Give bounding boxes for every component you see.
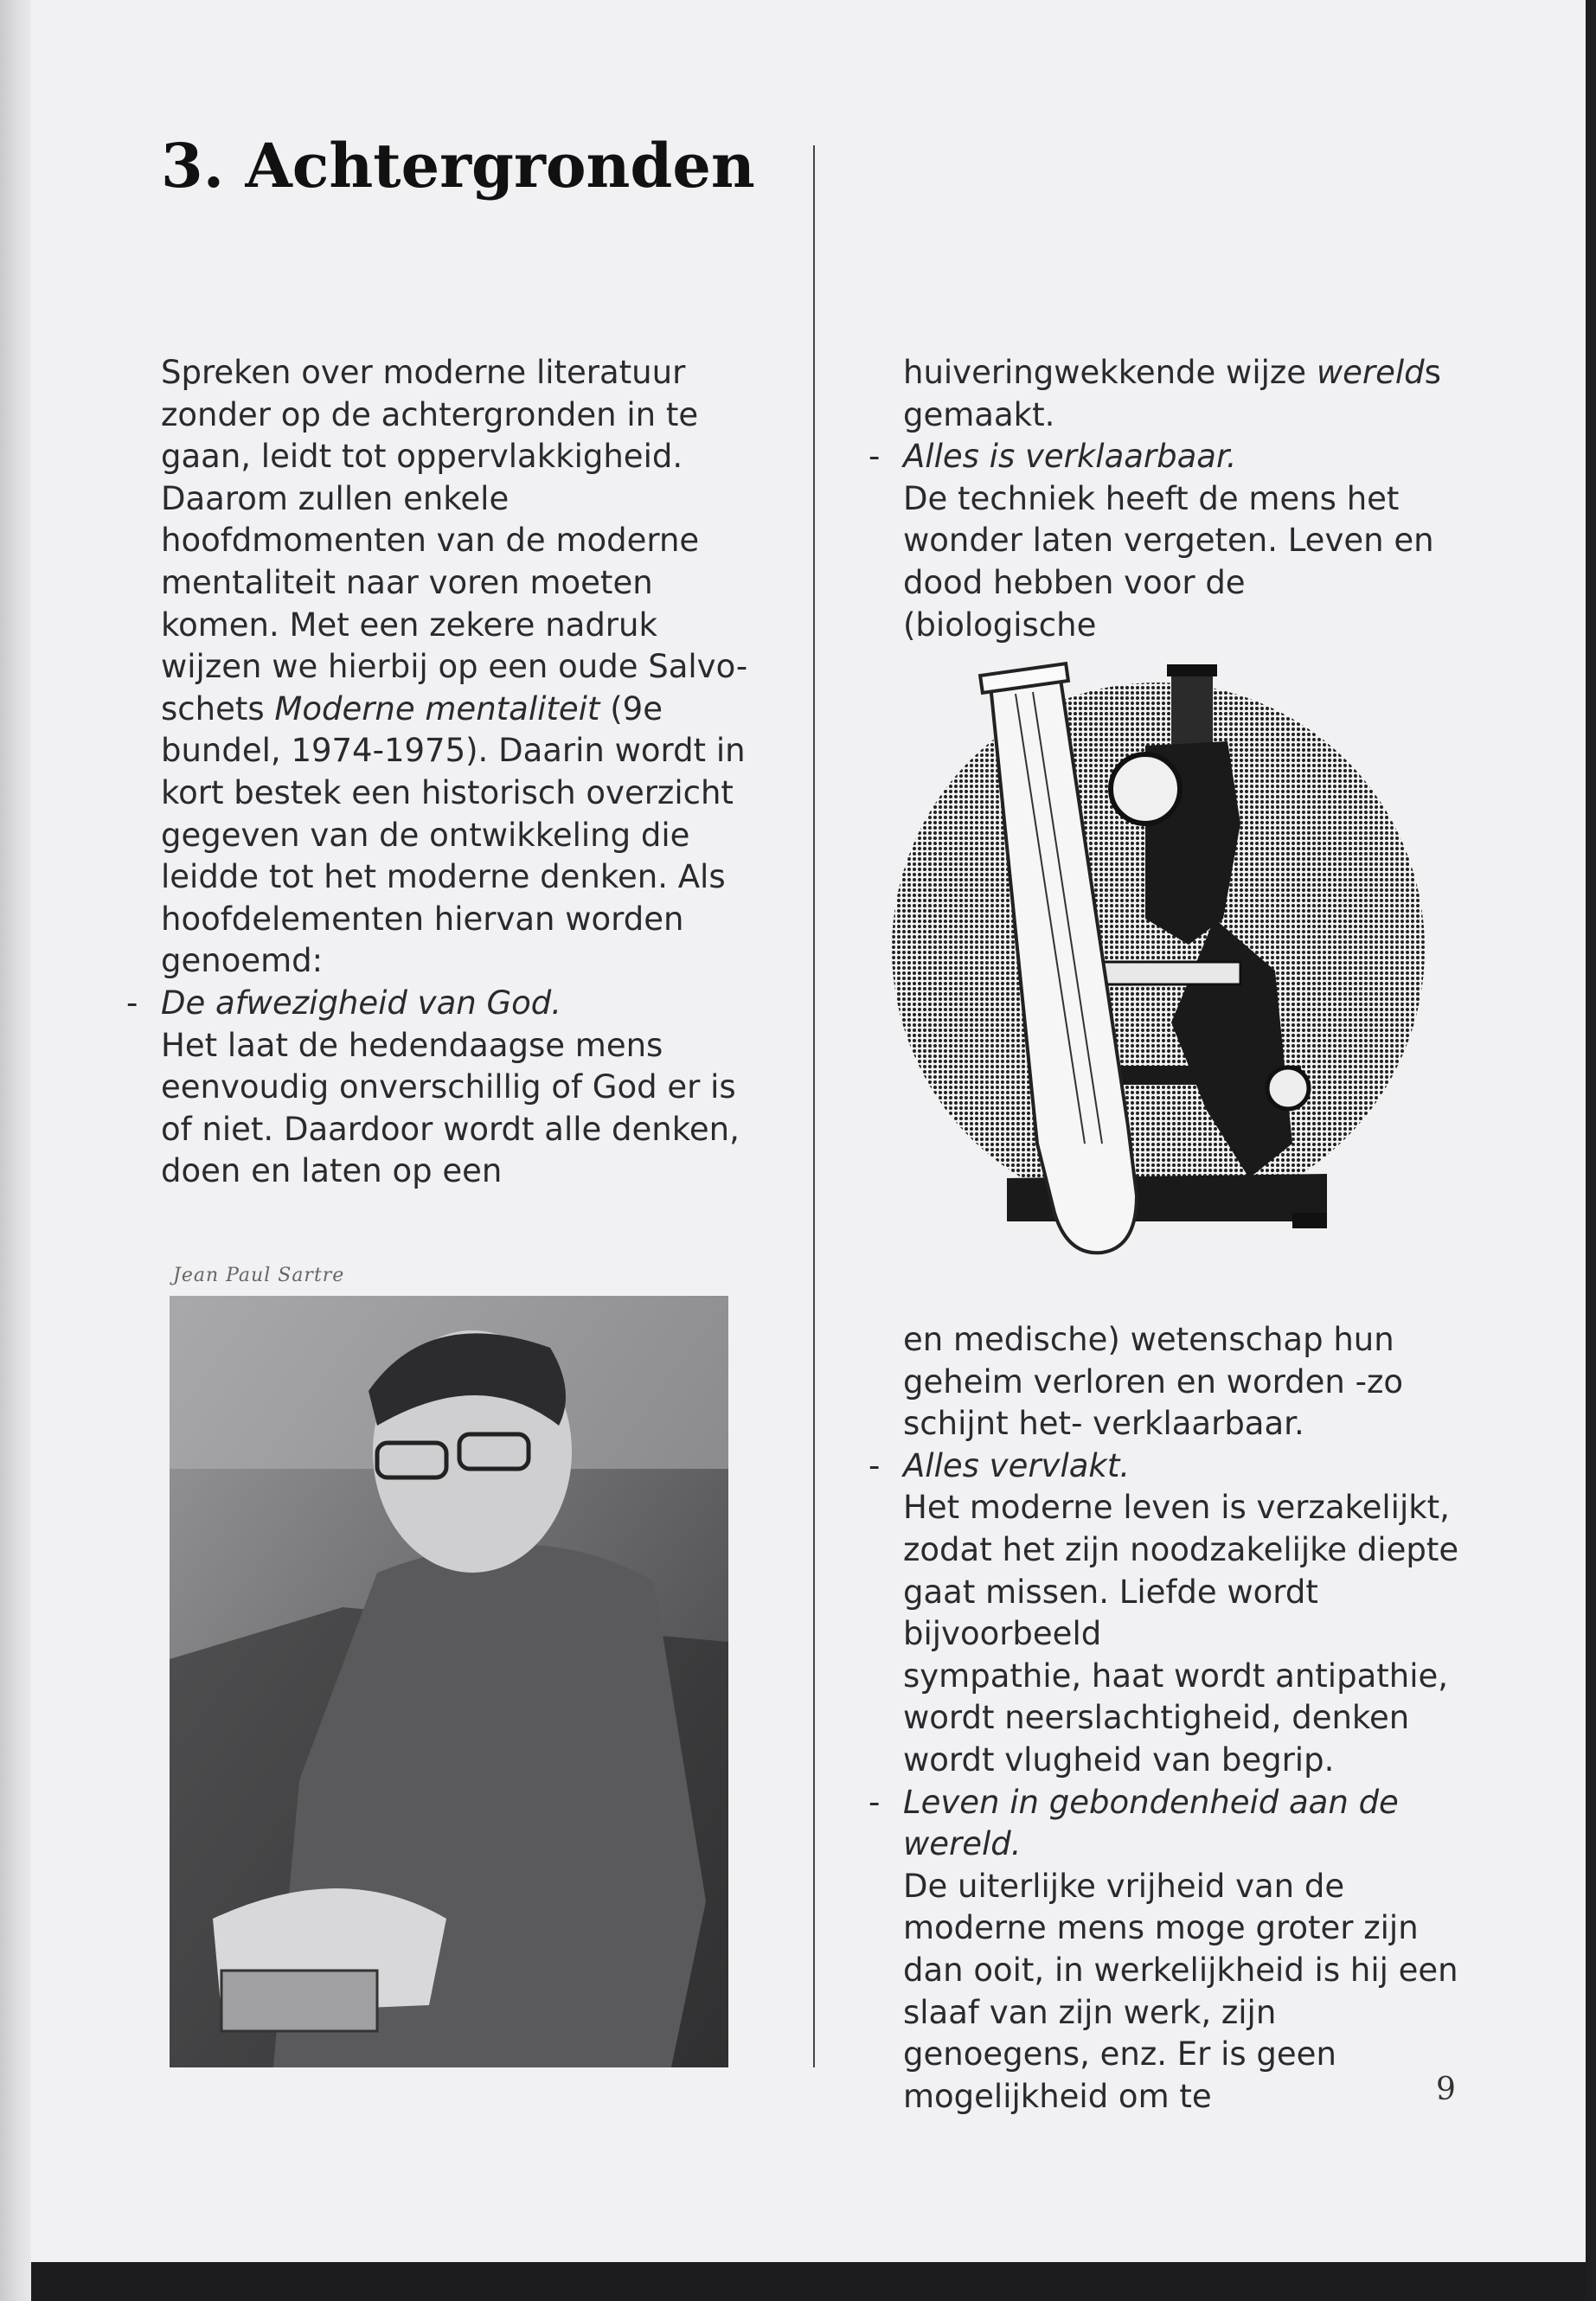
list-item-text: Het laat de hedendaagse mens eenvoudig onverschillig of God er is of niet. Daardoor wordt alle denken, doen en laten op een (161, 1026, 740, 1190)
list-dash: - (869, 438, 881, 476)
left-column (126, 352, 766, 1193)
list-item-afwezigheid (126, 983, 766, 1193)
section-heading: 3. Achtergronden (161, 130, 755, 202)
microscope-test-tube-illustration (886, 659, 1439, 1273)
page-binding-left (0, 0, 31, 2301)
page-number: 9 (1436, 2072, 1456, 2107)
list-item-heading: Leven in gebondenheid aan de wereld. (903, 1783, 1399, 1863)
list-item-heading: Alles vervlakt. (903, 1446, 1131, 1484)
intro-paragraph: Spreken over moderne literatuur zonder op de achtergronden in te gaan, leidt tot oppervlakkigheid. Daarom zullen enkele hoofdmomenten van de moderne mentaliteit naar voren moeten komen. Met een zekere nadruk wijzen we hierbij op een oude Salvo-schets Moderne mentaliteit (9e bundel, 1974-1975). Daarin wordt in kort bestek een historisch overzicht gegeven van de ontwikkeling die leidde tot het moderne denken. Als hoofdelementen hiervan worden genoemd: (161, 354, 748, 980)
list-item-text: sympathie, haat wordt antipathie, wordt neerslachtigheid, denken wordt vlugheid van begrip. (903, 1657, 1449, 1779)
continuation-paragraph: en medische) wetenschap hun geheim verloren en worden -zo schijnt het- verklaarbaar. (903, 1321, 1404, 1443)
photo-caption: Jean Paul Sartre (173, 1265, 345, 1286)
list-item-text: De uiterlijke vrijheid van de moderne mens moge groter zijn dan ooit, in werkelijkheid is hij een slaaf van zijn werk, zijn genoegens, enz. Er is geen mogelijkheid om te (903, 1867, 1458, 2115)
list-item-verklaarbaar (869, 436, 1448, 646)
list-item-vervlakt (869, 1445, 1465, 1782)
page-binding-right (1586, 0, 1596, 2301)
right-column-bottom (869, 1319, 1465, 2118)
continuation-paragraph: huiveringwekkende wijze werelds gemaakt. (903, 354, 1441, 433)
list-item-text: Het moderne leven is verzakelijkt, zodat het zijn noodzakelijke diepte gaat missen. Liefde wordt bijvoorbeeld (903, 1489, 1459, 1653)
list-item-gebondenheid (869, 1782, 1465, 2118)
column-divider (813, 145, 815, 2067)
list-dash: - (126, 984, 138, 1022)
right-column-top (869, 352, 1448, 646)
scan-bottom-edge (31, 2262, 1586, 2301)
sartre-photo (170, 1296, 728, 2067)
list-item-text: De techniek heeft de mens het wonder laten vergeten. Leven en dood hebben voor de (biologische (903, 479, 1434, 644)
list-dash: - (869, 1783, 881, 1821)
list-dash: - (869, 1446, 881, 1484)
list-item-heading: De afwezigheid van God. (161, 984, 562, 1022)
list-item-heading: Alles is verklaarbaar. (903, 438, 1237, 476)
salvo-title: Moderne mentaliteit (274, 689, 600, 727)
